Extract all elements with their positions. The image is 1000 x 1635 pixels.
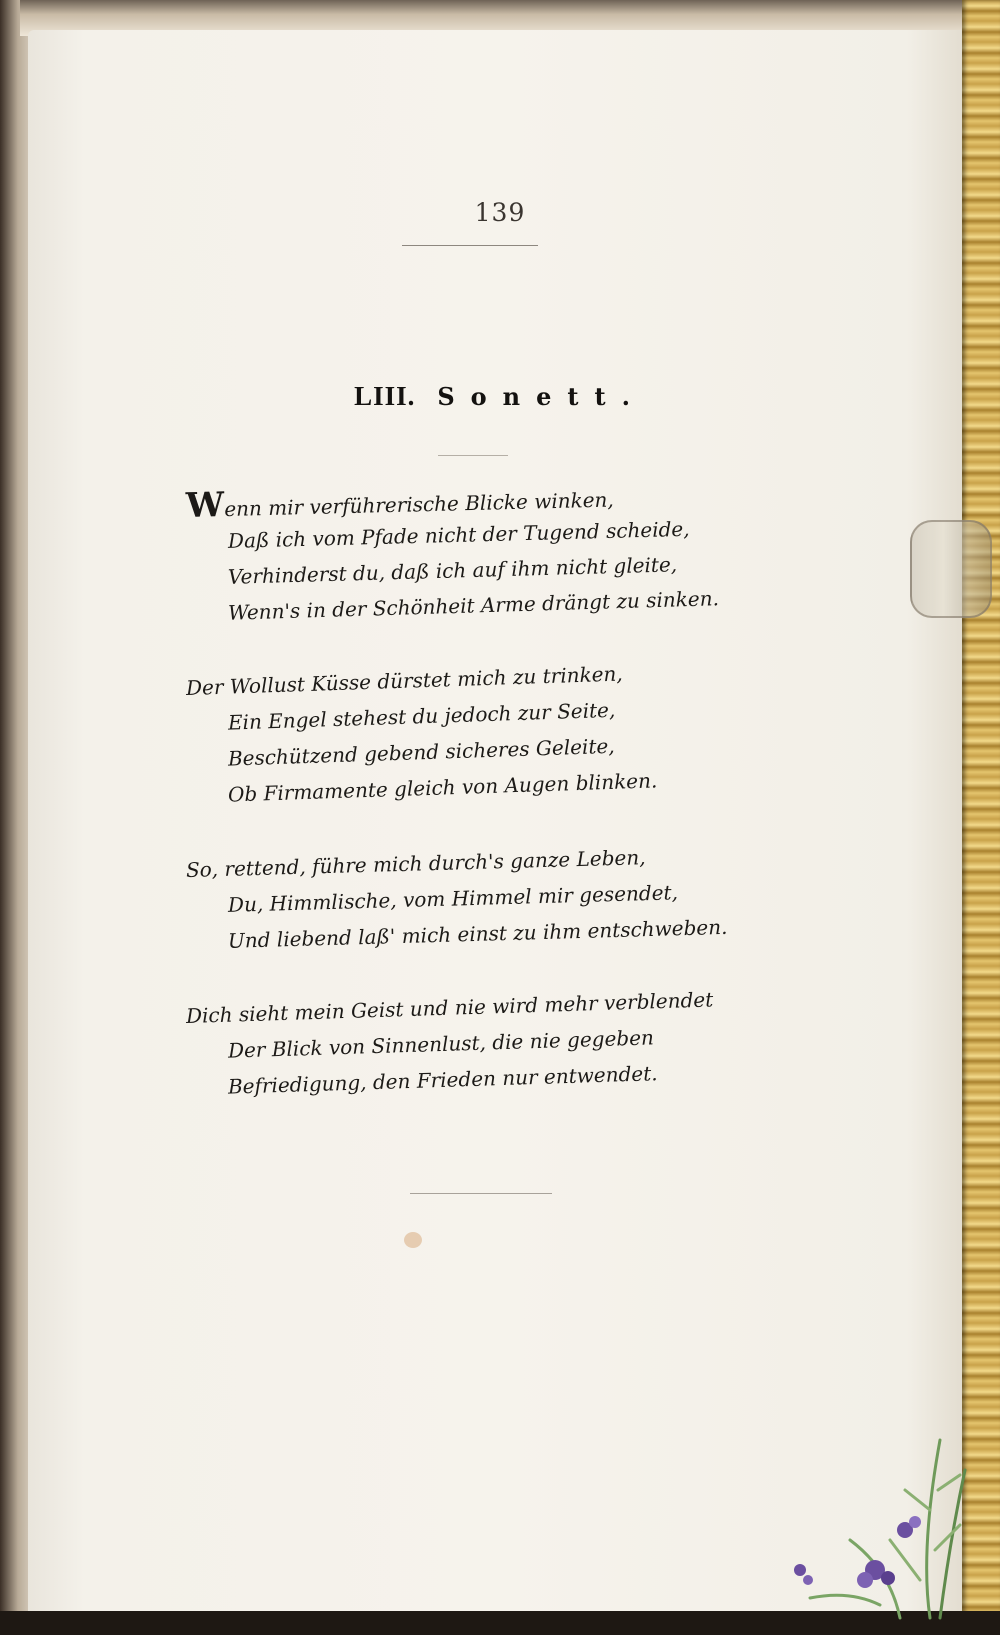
poem-line: Dich sieht mein Geist und nie wird mehr verblendet [185, 987, 714, 1028]
violet-flowers [794, 1516, 921, 1588]
poem-line: Beschützend gebend sicheres Geleite, [227, 733, 615, 771]
title-rule [438, 455, 508, 456]
poem-line: Befriedigung, den Frieden nur entwendet. [227, 1061, 658, 1099]
stanza-2 [185, 661, 728, 814]
stanza-4 [185, 987, 728, 1106]
stanza-3 [185, 845, 728, 960]
poem-line: Der Blick von Sinnenlust, die nie gegeben [227, 1025, 655, 1063]
poem-line: Ob Firmamente gleich von Augen blinken. [227, 768, 658, 807]
poem-number: LIII. [354, 381, 416, 411]
poem-line: Der Wollust Küsse dürstet mich zu trinken, [185, 661, 624, 700]
poem-heading [0, 381, 1000, 412]
page-number: 139 [474, 198, 526, 227]
poem-line: Verhinderst du, daß ich auf ihm nicht gleite, [227, 552, 678, 589]
header-rule [402, 245, 538, 246]
gilt-page-edge [962, 0, 1000, 1635]
poem-line: Du, Himmlische, vom Himmel mir gesendet, [227, 880, 679, 917]
poem-line: Ein Engel stehest du jedoch zur Seite, [227, 697, 616, 735]
drop-initial: W [185, 485, 225, 526]
flower-illustration [780, 1430, 970, 1620]
poem-line: Daß ich vom Pfade nicht der Tugend scheide, [227, 516, 690, 553]
stanza-1 [185, 485, 728, 632]
paper-stain [404, 1232, 422, 1248]
poem-body [185, 485, 728, 1144]
end-rule [410, 1193, 552, 1194]
poem-title: Sonett. [437, 382, 646, 411]
poem-line: Wenn mir verführerische Blicke winken, [185, 485, 615, 526]
book-clasp [910, 520, 992, 618]
poem-line: Wenn's in der Schönheit Arme drängt zu sinken. [227, 586, 720, 625]
leaf-sprigs [810, 1440, 965, 1618]
poem-line: So, rettend, führe mich durch's ganze Leben, [185, 845, 646, 882]
poem-line: Und liebend laß' mich einst zu ihm entschweben. [227, 914, 728, 953]
